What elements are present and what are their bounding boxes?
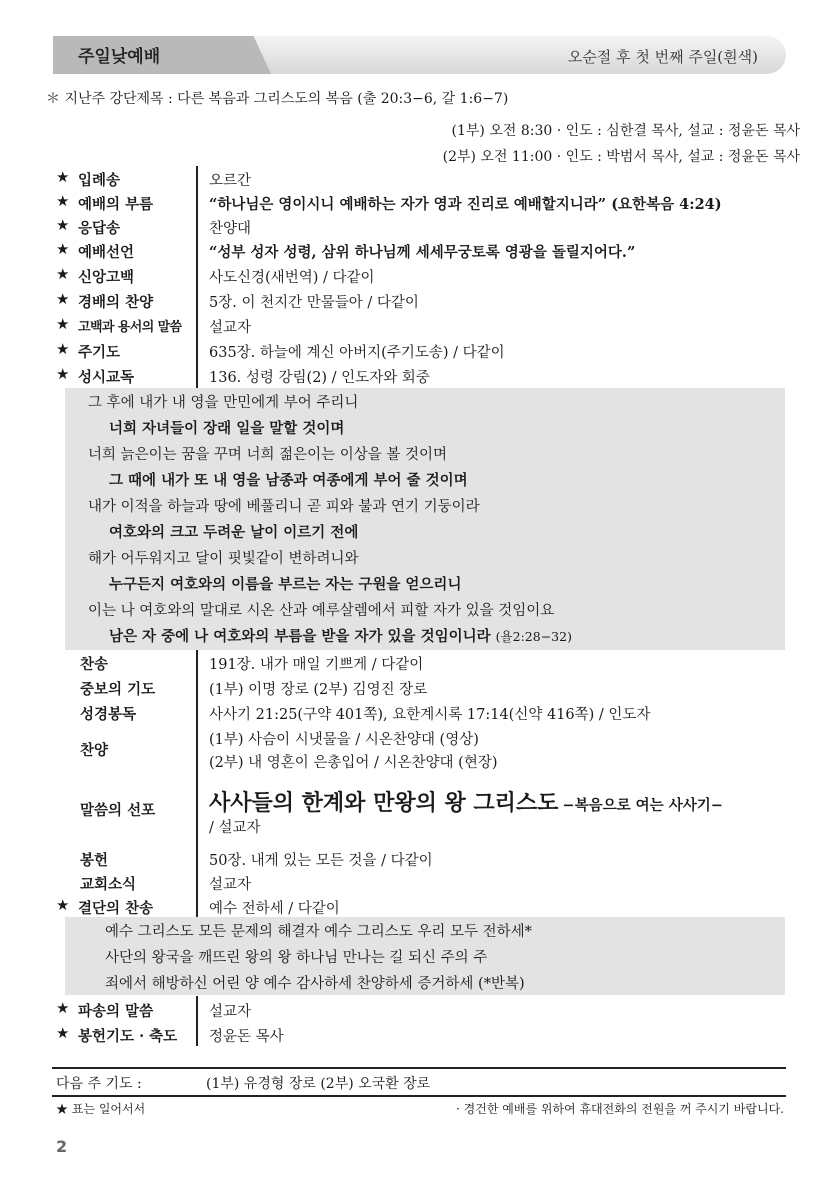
anthem-second-service: (2부) 내 영혼이 은총입어 / 시온찬양대 (현장) <box>209 755 498 771</box>
order-row <box>52 238 792 262</box>
order-row <box>52 166 792 190</box>
service-info-second: (2부) 오전 11:00 · 인도 : 박범서 목사, 설교 : 정윤돈 목사 <box>442 149 800 165</box>
divider-line <box>52 1067 786 1069</box>
order-label: 경배의 찬양 <box>78 294 154 311</box>
order-row <box>52 214 792 238</box>
standing-star-icon: ★ <box>56 896 70 914</box>
anthem-row <box>52 725 792 773</box>
reading-line-leader: 너희 늙은이는 꿈을 꾸며 너희 젊은이는 이상을 볼 것이며 <box>88 447 448 463</box>
order-label: 고백과 용서의 말씀 <box>78 320 182 335</box>
order-value: 사사기 21:25(구약 401쪽), 요한계시록 17:14(신약 416쪽) / 인도자 <box>209 707 651 723</box>
phone-notice: · 경건한 예배를 위하여 휴대전화의 전원을 꺼 주시기 바랍니다. <box>456 1102 784 1116</box>
standing-star-icon: ★ <box>56 315 70 333</box>
order-value: 136. 성령 강림(2) / 인도자와 회중 <box>209 370 430 386</box>
reading-line-congregation: 여호와의 크고 두려운 날이 이르기 전에 <box>109 524 359 541</box>
reading-line-leader: 그 후에 내가 내 영을 만민에게 부어 주리니 <box>88 395 359 411</box>
standing-star-icon: ★ <box>56 240 70 258</box>
order-row <box>52 363 792 387</box>
standing-star-icon: ★ <box>56 365 70 383</box>
standing-star-icon: ★ <box>56 1024 70 1042</box>
order-label: 성경봉독 <box>80 706 137 723</box>
order-value: 오르간 <box>209 173 252 189</box>
standing-star-icon: ★ <box>56 340 70 358</box>
order-label: 성시교독 <box>78 369 135 386</box>
order-value: (1부) 이명 장로 (2부) 김영진 장로 <box>209 682 428 698</box>
order-label: 예배의 부름 <box>78 196 154 213</box>
sermon-speaker: / 설교자 <box>209 820 261 836</box>
order-row <box>52 190 792 214</box>
order-label: 말씀의 선포 <box>80 802 156 819</box>
standing-star-icon: ★ <box>56 265 70 283</box>
hymn-lyric-line: 죄에서 해방하신 어린 양 예수 감사하세 찬양하세 증거하세 (*반복) <box>105 976 525 992</box>
previous-sermon-note: ＊ 지난주 강단제목 : 다른 복음과 그리스도의 복음 (출 20:3−6, 갈 1:6−7) <box>46 91 509 107</box>
order-label: 봉헌 <box>80 852 109 869</box>
reading-line-congregation: 그 때에 내가 또 내 영을 남종과 여종에게 부어 줄 것이며 <box>109 472 468 489</box>
order-label: 중보의 기도 <box>80 681 156 698</box>
hymn-lyric-line: 예수 그리스도 모든 문제의 해결자 예수 그리스도 우리 모두 전하세* <box>105 924 532 940</box>
page-number: 2 <box>56 1137 68 1156</box>
order-label: 예배선언 <box>78 244 135 261</box>
standing-star-icon: ★ <box>56 290 70 308</box>
divider-line <box>52 1095 786 1097</box>
order-row <box>52 894 792 918</box>
sermon-title: 사사들의 한계와 만왕의 왕 그리스도 <box>209 790 559 816</box>
standing-star-icon: ★ <box>56 168 70 186</box>
order-row <box>52 338 792 362</box>
next-week-prayer: (1부) 유경형 장로 (2부) 오국환 장로 <box>206 1076 431 1092</box>
reading-line-text: 남은 자 중에 나 여호와의 부름을 받을 자가 있을 것임이니라 <box>109 628 491 645</box>
order-row <box>52 263 792 287</box>
order-value: 50장. 내게 있는 모든 것을 / 다같이 <box>209 853 433 869</box>
page-title: 주일낮예배 <box>78 47 161 67</box>
page-subtitle: 오순절 후 첫 번째 주일(흰색) <box>567 48 758 66</box>
reading-line-leader: 이는 나 여호와의 말대로 시온 산과 예루살렘에서 피할 자가 있을 것임이요 <box>88 603 555 619</box>
order-value: 설교자 <box>209 320 252 336</box>
order-label: 주기도 <box>78 344 121 361</box>
standing-star-icon: ★ <box>56 999 70 1017</box>
service-info-first: (1부) 오전 8:30 · 인도 : 심한결 목사, 설교 : 정윤돈 목사 <box>451 123 800 139</box>
order-value: 191장. 내가 매일 기쁘게 / 다같이 <box>209 657 424 673</box>
order-row <box>52 1022 792 1046</box>
hymn-lyric-line: 사단의 왕국을 깨뜨린 왕의 왕 하나님 만나는 길 되신 주의 주 <box>105 950 488 966</box>
reading-line-congregation: 너희 자녀들이 장래 일을 말할 것이며 <box>109 420 345 437</box>
order-row <box>52 997 792 1021</box>
reading-line-congregation: 누구든지 여호와의 이름을 부르는 자는 구원을 얻으리니 <box>109 576 462 593</box>
reading-line-congregation <box>109 625 572 646</box>
order-label: 입례송 <box>78 172 121 189</box>
order-label: 응답송 <box>78 220 121 237</box>
order-value: 설교자 <box>209 1004 252 1020</box>
order-row <box>52 650 792 674</box>
order-value: 정윤돈 목사 <box>209 1029 284 1045</box>
order-row <box>52 675 792 699</box>
order-row <box>52 870 792 894</box>
order-value: “성부 성자 성령, 삼위 하나님께 세세무궁토록 영광을 돌릴지어다.” <box>209 244 636 261</box>
sermon-title-block <box>209 786 723 817</box>
order-row <box>52 846 792 870</box>
order-label: 봉헌기도 · 축도 <box>78 1028 178 1045</box>
hymn-lyrics-box <box>65 917 785 995</box>
order-row <box>52 288 792 312</box>
order-label: 찬송 <box>80 656 109 673</box>
reading-line-leader: 해가 어두워지고 달이 핏빛같이 변하려니와 <box>88 551 359 567</box>
standing-star-icon: ★ <box>56 192 70 210</box>
order-row <box>52 700 792 724</box>
standing-star-icon: ★ <box>56 216 70 234</box>
reading-reference: (욜2:28−32) <box>495 629 572 644</box>
order-value: 설교자 <box>209 877 252 893</box>
anthem-first-service: (1부) 사슴이 시냇물을 / 시온찬양대 (영상) <box>209 732 479 748</box>
order-label: 교회소식 <box>80 876 137 893</box>
order-label: 신앙고백 <box>78 269 135 286</box>
responsive-reading-box <box>65 388 785 650</box>
order-value: 5장. 이 천지간 만물들아 / 다같이 <box>209 295 419 311</box>
order-value: 사도신경(새번역) / 다같이 <box>209 270 375 286</box>
standing-note: ★ 표는 일어서서 <box>56 1102 146 1116</box>
reading-line-leader: 내가 이적을 하늘과 땅에 베풀리니 곧 피와 불과 연기 기둥이라 <box>88 499 480 515</box>
sermon-subtitle: −복음으로 여는 사사기− <box>562 797 723 814</box>
order-value: 635장. 하늘에 계신 아버지(주기도송) / 다같이 <box>209 345 505 361</box>
order-value: 찬양대 <box>209 221 252 237</box>
order-label: 파송의 말씀 <box>78 1003 154 1020</box>
next-week-label: 다음 주 기도 : <box>56 1076 142 1092</box>
order-label: 찬양 <box>80 742 109 759</box>
section-header <box>53 36 786 74</box>
order-label: 결단의 찬송 <box>78 900 154 917</box>
order-value: “하나님은 영이시니 예배하는 자가 영과 진리로 예배할지니라” (요한복음 4:24) <box>209 196 722 213</box>
order-row <box>52 313 792 337</box>
order-value: 예수 전하세 / 다같이 <box>209 901 340 917</box>
